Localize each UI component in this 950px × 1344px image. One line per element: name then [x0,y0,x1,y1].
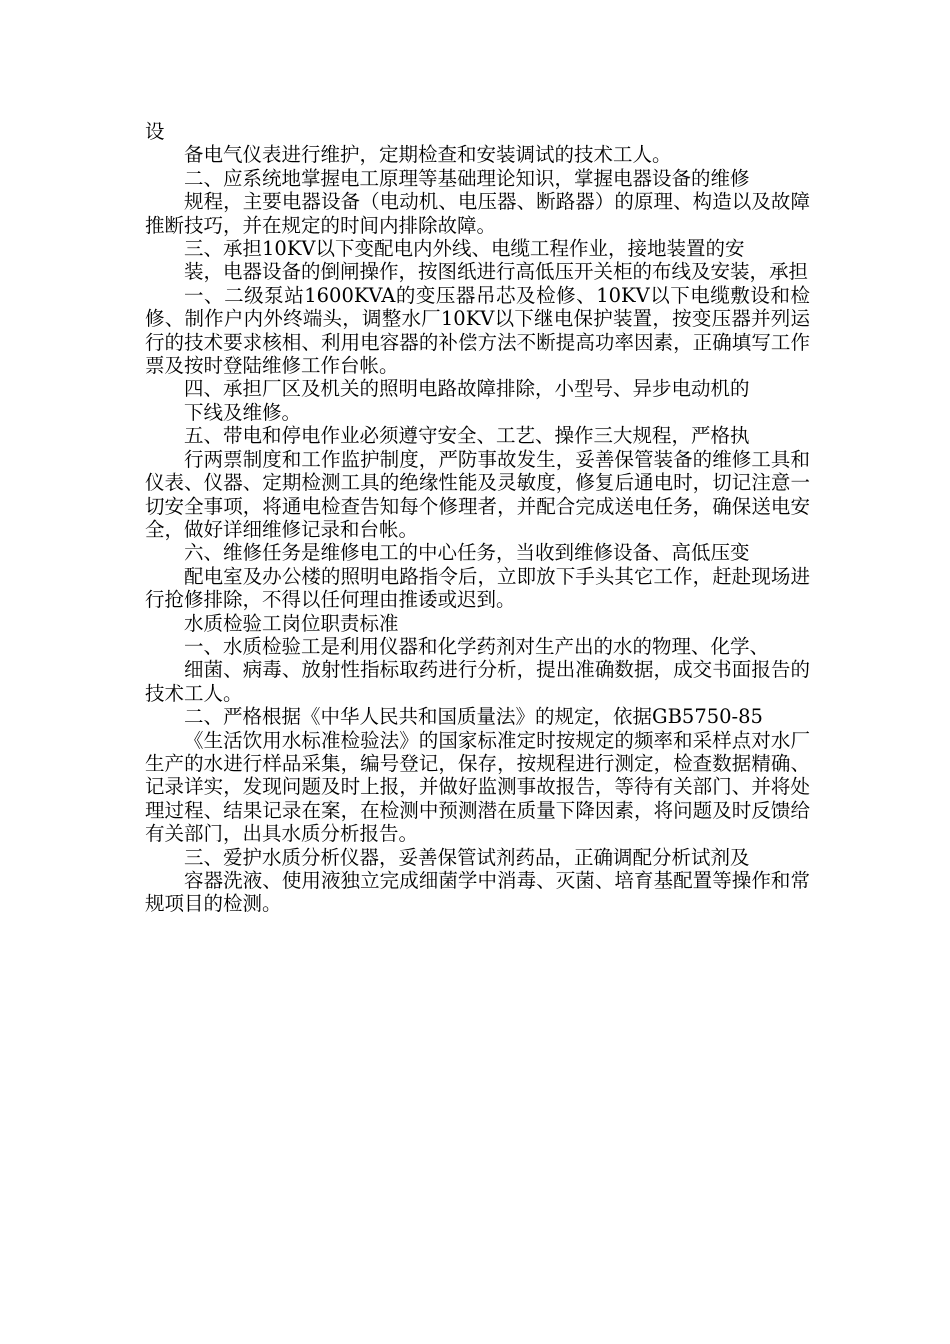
paragraph: 行两票制度和工作监护制度，严防事故发生，妥善保管装备的维修工具和仪表、仪器、定期检测工具的绝缘性能及灵敏度，修复后通电时，切记注意一切安全事项，将通电检查告知每个修理者，并配合完成送电任务，确保送电安全，做好详细维修记录和台帐。 [145,447,810,541]
paragraph: 规程，主要电器设备（电动机、电压器、断路器）的原理、构造以及故障推断技巧，并在规定的时间内排除故障。 [145,190,810,237]
document-page [145,120,810,916]
paragraph: 二、应系统地掌握电工原理等基础理论知识，掌握电器设备的维修 [184,166,750,190]
paragraph: 三、爱护水质分析仪器，妥善保管试剂药品，正确调配分析试剂及 [184,845,750,869]
paragraph: 二、严格根据《中华人民共和国质量法》的规定，依据GB5750-85 [184,705,763,729]
paragraph: 配电室及办公楼的照明电路指令后，立即放下手头其它工作，赶赴现场进行抢修排除，不得以任何理由推诿或迟到。 [145,564,810,612]
paragraph: 备电气仪表进行维护，定期检查和安装调试的技术工人。 [184,143,672,167]
section-heading: 水质检验工岗位职责标准 [184,611,399,635]
paragraph: 三、承担10KV以下变配电内外线、电缆工程作业，接地装置的安 [184,237,745,261]
paragraph: 一、二级泵站1600KVA的变压器吊芯及检修、10KV以下电缆敷设和检修、制作户内外终端头，调整水厂10KV以下继电保护装置，按变压器并列运行的技术要求核相、利用电容器的补偿方法不断提高功率因素，正确填写工作票及按时登陆维修工作台帐。 [145,283,810,378]
paragraph: 细菌、病毒、放射性指标取药进行分析，提出准确数据，成交书面报告的技术工人。 [145,658,810,705]
paragraph: 六、维修任务是维修电工的中心任务，当收到维修设备、高低压变 [184,541,750,565]
paragraph: 下线及维修。 [184,400,302,424]
paragraph: 装，电器设备的倒闸操作，按图纸进行高低压开关柜的布线及安装，承担 [184,260,809,284]
paragraph-fragment: 设 [145,120,165,143]
paragraph: 四、承担厂区及机关的照明电路故障排除，小型号、异步电动机的 [184,377,750,401]
paragraph: 五、带电和停电作业必须遵守安全、工艺、操作三大规程，严格执 [184,424,750,448]
paragraph: 容器洗液、使用液独立完成细菌学中消毒、灭菌、培育基配置等操作和常规项目的检测。 [145,869,810,916]
paragraph: 《生活饮用水标准检验法》的国家标准定时按规定的频率和采样点对水厂生产的水进行样品采集，编号登记，保存，按规程进行测定，检查数据精确、记录详实，发现问题及时上报，并做好监测事故报告，等待有关部门、并将处理过程、结果记录在案，在检测中预测潜在质量下降因素，将问题及时反馈给有关部门，出具水质分析报告。 [145,728,810,846]
paragraph: 一、水质检验工是利用仪器和化学药剂对生产出的水的物理、化学、 [184,634,770,658]
